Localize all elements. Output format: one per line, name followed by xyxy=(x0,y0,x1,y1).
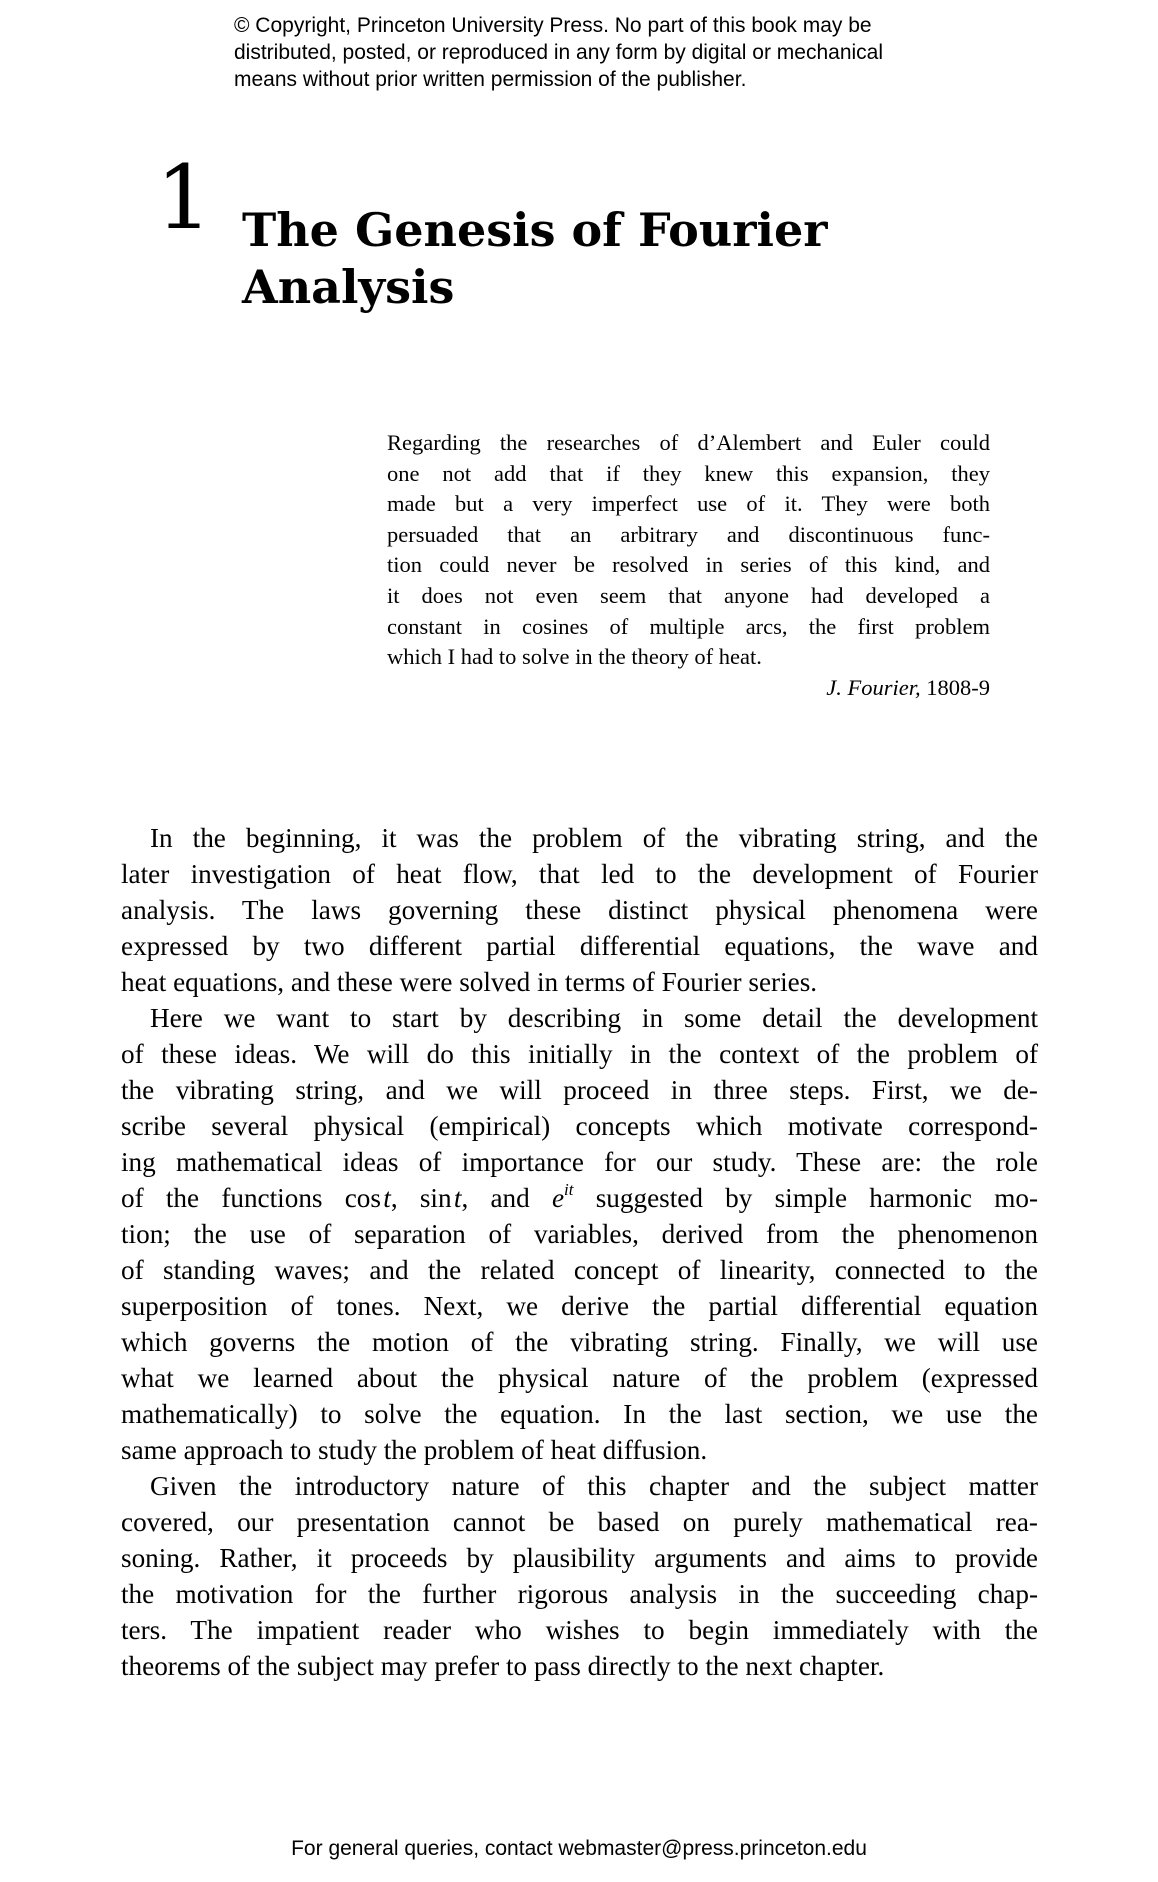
body-line: Given the introductory nature of this chapter and the subject matter xyxy=(150,1471,1038,1501)
copyright-line: means without prior written permission of the publisher. xyxy=(234,68,747,91)
body-line: expressed by two different partial differential equations, the wave and xyxy=(121,931,1038,961)
epigraph-attribution xyxy=(387,673,990,703)
chapter-heading xyxy=(156,146,1056,320)
copyright-line: distributed, posted, or reproduced in any form by digital or mechanical xyxy=(234,41,884,64)
copyright-notice xyxy=(234,12,994,93)
body-line: the motivation for the further rigorous analysis in the succeeding chap- xyxy=(121,1579,1038,1609)
body-line: the vibrating string, and we will proceed in three steps. First, we de- xyxy=(121,1075,1038,1105)
math-variable: t xyxy=(383,1183,391,1213)
epigraph xyxy=(387,428,990,703)
body-line: Here we want to start by describing in some detail the development xyxy=(150,1003,1038,1033)
body-line: analysis. The laws governing these distinct physical phenomena were xyxy=(121,895,1038,925)
body-line: which governs the motion of the vibrating string. Finally, we will use xyxy=(121,1327,1038,1357)
body-line: superposition of tones. Next, we derive the partial differential equation xyxy=(121,1291,1038,1321)
math-text: , sin xyxy=(390,1183,452,1213)
epigraph-author: J. Fourier, xyxy=(826,674,921,700)
epigraph-year: 1808-9 xyxy=(926,674,990,700)
body-line: ing mathematical ideas of importance for our study. These are: the role xyxy=(121,1147,1038,1177)
body-line: same approach to study the problem of heat diffusion. xyxy=(121,1435,708,1465)
math-variable: e xyxy=(551,1183,565,1213)
chapter-body xyxy=(121,820,1038,1684)
chapter-title-line: Analysis xyxy=(242,260,455,314)
body-line: mathematically) to solve the equation. In the last section, we use the xyxy=(121,1399,1038,1429)
body-line: soning. Rather, it proceeds by plausibility arguments and aims to provide xyxy=(121,1543,1038,1573)
body-line: heat equations, and these were solved in terms of Fourier series. xyxy=(121,967,818,997)
epigraph-line: Regarding the researches of d’Alembert and Euler could xyxy=(387,430,990,455)
copyright-line: © Copyright, Princeton University Press. No part of this book may be xyxy=(234,14,872,37)
body-line: of standing waves; and the related concept of linearity, connected to the xyxy=(121,1255,1038,1285)
chapter-title xyxy=(242,202,827,316)
body-line: scribe several physical (empirical) concepts which motivate correspond- xyxy=(121,1111,1038,1141)
math-variable: t xyxy=(453,1183,462,1213)
epigraph-line: which I had to solve in the theory of heat. xyxy=(387,644,762,670)
epigraph-line: persuaded that an arbitrary and discontinuous func- xyxy=(387,521,990,547)
body-line-math xyxy=(121,1180,1038,1216)
body-line: later investigation of heat flow, that led to the development of Fourier xyxy=(121,859,1038,889)
chapter-title-line: The Genesis of Fourier xyxy=(242,203,828,257)
math-text: suggested by simple harmonic mo- xyxy=(573,1183,1038,1213)
epigraph-line: tion could never be resolved in series of this kind, and xyxy=(387,552,990,578)
body-line: ters. The impatient reader who wishes to begin immediately with the xyxy=(121,1615,1038,1645)
epigraph-line: one not add that if they knew this expansion, they xyxy=(387,460,990,486)
body-line: tion; the use of separation of variables, derived from the phenomenon xyxy=(121,1219,1038,1249)
body-line: of these ideas. We will do this initially in the context of the problem of xyxy=(121,1039,1038,1069)
body-line: covered, our presentation cannot be based on purely mathematical rea- xyxy=(121,1507,1038,1537)
epigraph-line: constant in cosines of multiple arcs, the first problem xyxy=(387,613,990,639)
body-line: theorems of the subject may prefer to pass directly to the next chapter. xyxy=(121,1651,885,1681)
epigraph-line: it does not even seem that anyone had developed a xyxy=(387,582,990,608)
chapter-number: 1 xyxy=(156,146,212,249)
footer-contact: For general queries, contact webmaster@press.princeton.edu xyxy=(291,1837,867,1860)
body-line: In the beginning, it was the problem of the vibrating string, and the xyxy=(150,823,1038,853)
math-exponent: it xyxy=(564,1180,574,1199)
body-line: what we learned about the physical nature of the problem (expressed xyxy=(121,1363,1038,1393)
epigraph-line: made but a very imperfect use of it. They were both xyxy=(387,491,990,517)
math-text: of the functions cos xyxy=(121,1183,381,1213)
math-text: , and xyxy=(461,1183,552,1213)
